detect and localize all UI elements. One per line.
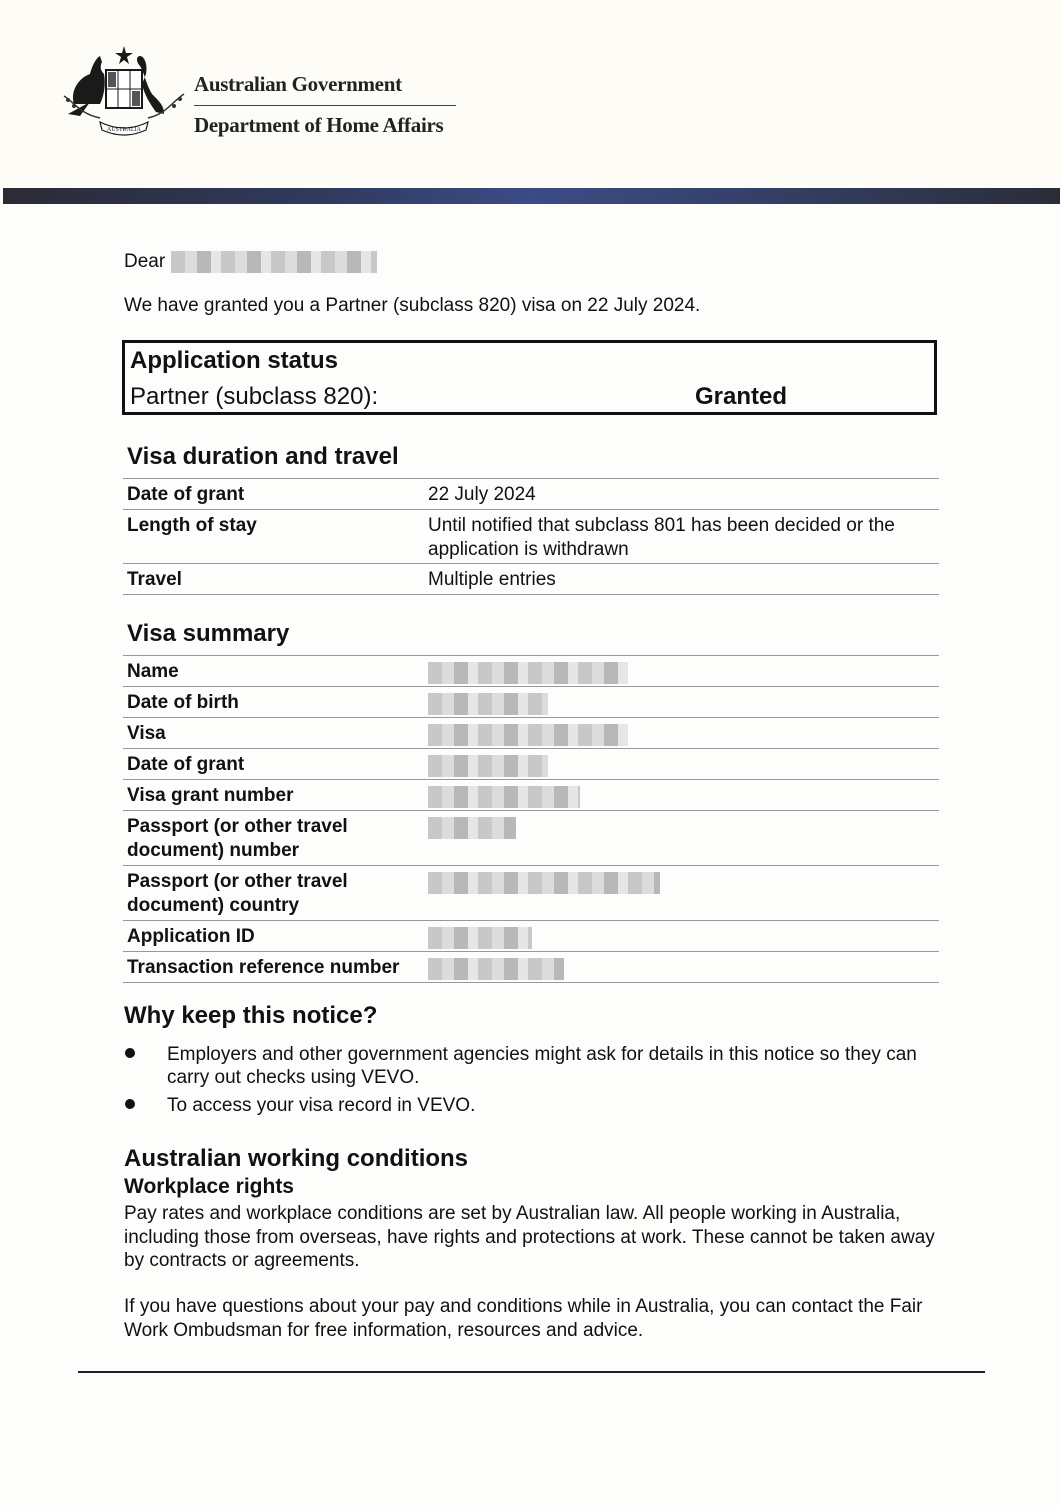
letterhead: [0, 0, 1062, 188]
workplace-rights-subtitle: Workplace rights: [124, 1175, 294, 1198]
row-value: [424, 718, 939, 748]
table-row: [123, 687, 939, 718]
visa-duration-table: [123, 478, 939, 595]
department-wordmark: [194, 72, 456, 138]
coat-of-arms-icon: [60, 44, 188, 140]
grant-intro: We have granted you a Partner (subclass 820) visa on 22 July 2024.: [124, 295, 701, 316]
redacted-value: [428, 872, 660, 894]
row-label: Name: [127, 661, 179, 682]
list-item-text: To access your visa record in VEVO.: [167, 1095, 476, 1116]
row-value: [424, 749, 939, 779]
redacted-value: [428, 724, 628, 746]
row-value: [424, 952, 939, 982]
application-status-title: Application status: [130, 347, 339, 374]
list-item-text: Employers and other government agencies might ask for details in this notice so they can carry out checks using VEVO.: [167, 1044, 917, 1088]
redacted-value: [428, 693, 548, 715]
visa-summary-title: Visa summary: [127, 620, 290, 647]
government-name: Australian Government: [194, 72, 402, 96]
table-row: [123, 811, 939, 866]
working-conditions-title: Australian working conditions: [124, 1145, 469, 1172]
row-label: Date of grant: [127, 754, 245, 775]
list-item: [124, 1094, 924, 1117]
row-label: Transaction reference number: [127, 957, 400, 978]
table-row: [123, 780, 939, 811]
table-row: [123, 921, 939, 952]
row-label: Visa: [127, 723, 166, 744]
row-value: [424, 780, 939, 810]
row-value: 22 July 2024: [428, 484, 536, 505]
application-status-box: [122, 340, 937, 415]
application-status-label: Partner (subclass 820):: [130, 383, 379, 410]
row-label: Visa grant number: [127, 785, 294, 806]
visa-summary-table: [123, 655, 939, 983]
row-label: Application ID: [127, 926, 255, 947]
row-value: [424, 656, 939, 686]
row-label: Length of stay: [127, 515, 257, 536]
redacted-value: [428, 817, 516, 839]
salutation: [124, 251, 377, 273]
row-value: [424, 866, 939, 920]
redacted-recipient-name: [171, 251, 377, 273]
bullet-icon: [125, 1048, 135, 1058]
table-row: [123, 718, 939, 749]
table-row: [123, 510, 939, 564]
wordmark-divider: [194, 105, 456, 106]
table-row: [123, 952, 939, 983]
row-label: Passport (or other travel document) number: [127, 816, 348, 861]
row-label: Passport (or other travel document) country: [127, 871, 348, 916]
redacted-value: [428, 927, 532, 949]
row-value: Until notified that subclass 801 has been decided or the application is withdrawn: [428, 515, 895, 560]
row-label: Date of grant: [127, 484, 245, 505]
footer-divider: [78, 1371, 985, 1373]
application-status-value: Granted: [695, 383, 788, 410]
header-band: [3, 188, 1060, 204]
redacted-value: [428, 786, 580, 808]
why-keep-list: [124, 1043, 924, 1122]
why-keep-title: Why keep this notice?: [124, 1002, 378, 1029]
redacted-value: [428, 755, 548, 777]
row-value: [424, 921, 939, 951]
redacted-value: [428, 662, 628, 684]
salutation-text: Dear: [124, 251, 166, 273]
list-item: [124, 1043, 924, 1089]
row-label: Travel: [127, 569, 182, 590]
row-value: [424, 811, 939, 865]
workplace-rights-paragraph: Pay rates and workplace conditions are set by Australian law. All people working in Australia, including those from overseas, have rights and protections at work. These cannot be taken away by contracts or agreements.: [124, 1203, 935, 1271]
table-row: [123, 866, 939, 921]
table-row: [123, 479, 939, 510]
table-row: [123, 749, 939, 780]
crest-motto: AUSTRALIA: [107, 127, 141, 133]
bullet-icon: [125, 1099, 135, 1109]
row-value: Multiple entries: [428, 569, 556, 590]
redacted-value: [428, 958, 564, 980]
visa-duration-title: Visa duration and travel: [127, 443, 399, 470]
row-label: Date of birth: [127, 692, 239, 713]
department-name: Department of Home Affairs: [194, 113, 444, 137]
table-row: [123, 564, 939, 595]
table-row: [123, 656, 939, 687]
row-value: [424, 687, 939, 717]
fair-work-paragraph: If you have questions about your pay and conditions while in Australia, you can contact the Fair Work Ombudsman for free information, resources and advice.: [124, 1296, 923, 1341]
